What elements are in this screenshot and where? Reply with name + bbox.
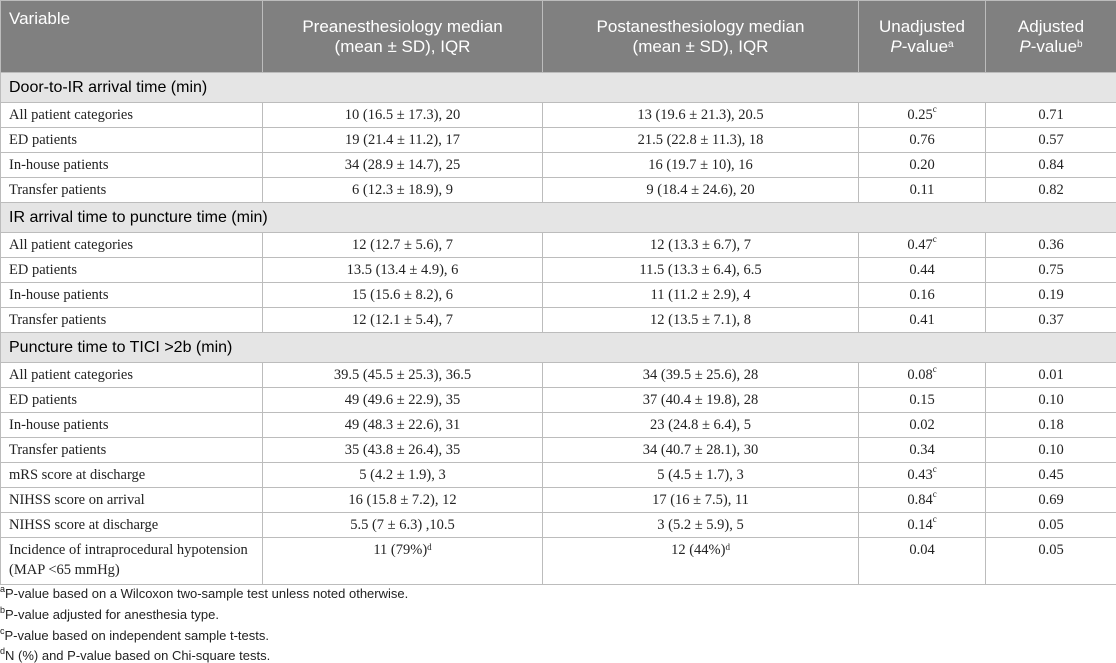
cell-variable: Transfer patients (1, 438, 263, 463)
unadjusted-p-value: 0.04 (909, 542, 935, 558)
table-row (1, 513, 1116, 538)
cell-variable: Incidence of intraprocedural hypotension (MAP <65 mmHg) (1, 538, 263, 585)
section-title: IR arrival time to puncture time (min) (1, 203, 1116, 233)
table-row (1, 538, 1116, 585)
unadjusted-p-value: 0.84 (907, 491, 933, 508)
unadjusted-p-value: 0.08 (907, 366, 933, 383)
cell-pre: 49 (49.6 ± 22.9), 35 (263, 388, 543, 413)
section-header-row (1, 73, 1116, 103)
pre-value: 5 (4.2 ± 1.9), 3 (359, 466, 446, 483)
cell-variable: mRS score at discharge (1, 463, 263, 488)
cell-adjusted-p: 0.18 (986, 413, 1116, 438)
header-pre-line2: (mean ± SD), IQR (334, 36, 471, 56)
table-row (1, 283, 1116, 308)
unadjusted-p-value: 0.47 (907, 236, 933, 253)
section-header-row (1, 203, 1116, 233)
cell-pre (263, 463, 543, 488)
table-row (1, 463, 1116, 488)
cell-pre (263, 488, 543, 513)
footnote-sup: a (0, 584, 6, 594)
cell-pre (263, 513, 543, 538)
cell-adjusted-p: 0.10 (986, 388, 1116, 413)
cell-unadjusted-p (859, 463, 986, 488)
footnote-marker: c (932, 463, 937, 474)
header-adj-line1: Adjusted (1017, 16, 1085, 36)
header-adj-sup: b (1077, 38, 1083, 50)
cell-variable: Transfer patients (1, 178, 263, 203)
pre-value: 16 (15.8 ± 7.2), 12 (348, 491, 457, 508)
cell-variable: NIHSS score at discharge (1, 513, 263, 538)
unadjusted-p-value: 0.15 (909, 391, 935, 408)
cell-adjusted-p: 0.84 (986, 153, 1116, 178)
cell-post: 21.5 (22.8 ± 11.3), 18 (543, 128, 859, 153)
cell-adjusted-p: 0.19 (986, 283, 1116, 308)
footnote-text: P-value based on a Wilcoxon two-sample test unless noted otherwise. (5, 586, 409, 601)
unadjusted-p-value: 0.25 (907, 106, 933, 123)
header-adjusted-p (986, 1, 1116, 73)
header-row (1, 1, 1116, 73)
cell-unadjusted-p (859, 233, 986, 258)
table-row (1, 488, 1116, 513)
header-pre-line1: Preanesthesiology median (302, 16, 503, 36)
unadjusted-p-value: 0.41 (909, 311, 935, 328)
cell-variable: Transfer patients (1, 308, 263, 333)
footnote-marker: c (932, 488, 937, 499)
cell-pre: 19 (21.4 ± 11.2), 17 (263, 128, 543, 153)
cell-unadjusted-p (859, 178, 986, 203)
footnote-text: P-value based on independent sample t-tests. (4, 628, 270, 643)
cell-post: 34 (40.7 ± 28.1), 30 (543, 438, 859, 463)
cell-adjusted-p: 0.71 (986, 103, 1116, 128)
cell-post: 13 (19.6 ± 21.3), 20.5 (543, 103, 859, 128)
footnote-marker: c (932, 233, 937, 244)
cell-post: 11 (11.2 ± 2.9), 4 (543, 283, 859, 308)
cell-pre: 39.5 (45.5 ± 25.3), 36.5 (263, 363, 543, 388)
footnote (0, 586, 408, 601)
cell-post: 9 (18.4 ± 24.6), 20 (543, 178, 859, 203)
cell-post: 16 (19.7 ± 10), 16 (543, 153, 859, 178)
unadjusted-p-value: 0.02 (909, 416, 935, 433)
cell-post: 12 (13.5 ± 7.1), 8 (543, 308, 859, 333)
unadjusted-p-value: 0.14 (907, 516, 933, 533)
footnote-marker: c (932, 103, 937, 114)
section-title: Door-to-IR arrival time (min) (1, 73, 1116, 103)
cell-unadjusted-p (859, 388, 986, 413)
cell-variable: All patient categories (1, 363, 263, 388)
cell-pre (263, 538, 543, 585)
footnote-marker: c (932, 513, 937, 524)
cell-unadjusted-p (859, 438, 986, 463)
cell-adjusted-p: 0.75 (986, 258, 1116, 283)
cell-post: 34 (39.5 ± 25.6), 28 (543, 363, 859, 388)
table-row (1, 128, 1116, 153)
cell-adjusted-p: 0.10 (986, 438, 1116, 463)
cell-unadjusted-p (859, 488, 986, 513)
table-row (1, 153, 1116, 178)
cell-adjusted-p: 0.05 (986, 538, 1116, 585)
cell-adjusted-p: 0.36 (986, 233, 1116, 258)
cell-pre: 12 (12.1 ± 5.4), 7 (263, 308, 543, 333)
post-value: 12 (44%) (671, 542, 726, 558)
cell-unadjusted-p (859, 103, 986, 128)
footnote-sup: b (0, 605, 6, 615)
header-unadj-rest: -value (901, 36, 949, 56)
unadjusted-p-value: 0.11 (909, 181, 935, 198)
footnote-sup: d (0, 646, 6, 656)
unadjusted-p-value: 0.16 (909, 286, 935, 303)
cell-post (543, 488, 859, 513)
header-adj-rest: -value (1030, 36, 1078, 56)
footnote-text: P-value adjusted for anesthesia type. (5, 607, 219, 622)
cell-variable: In-house patients (1, 153, 263, 178)
cell-pre: 34 (28.9 ± 14.7), 25 (263, 153, 543, 178)
section-title: Puncture time to TICI >2b (min) (1, 333, 1116, 363)
header-post-line2: (mean ± SD), IQR (632, 36, 769, 56)
cell-variable: NIHSS score on arrival (1, 488, 263, 513)
table-row (1, 178, 1116, 203)
footnote-marker: d (427, 542, 432, 552)
post-value: 5 (4.5 ± 1.7), 3 (657, 466, 744, 483)
cell-unadjusted-p (859, 258, 986, 283)
cell-unadjusted-p (859, 413, 986, 438)
table-row (1, 258, 1116, 283)
footnote (0, 607, 219, 622)
header-unadj-sup: a (948, 38, 954, 50)
cell-post: 23 (24.8 ± 6.4), 5 (543, 413, 859, 438)
cell-adjusted-p: 0.01 (986, 363, 1116, 388)
cell-adjusted-p: 0.82 (986, 178, 1116, 203)
cell-post (543, 513, 859, 538)
cell-unadjusted-p (859, 513, 986, 538)
cell-unadjusted-p (859, 128, 986, 153)
header-postanesthesiology (543, 1, 859, 73)
cell-adjusted-p: 0.05 (986, 513, 1116, 538)
cell-post (543, 463, 859, 488)
cell-post: 37 (40.4 ± 19.8), 28 (543, 388, 859, 413)
header-unadj-line1: Unadjusted (878, 16, 965, 36)
cell-unadjusted-p (859, 308, 986, 333)
footnote (0, 628, 269, 643)
table-body (1, 73, 1116, 585)
unadjusted-p-value: 0.76 (909, 131, 935, 148)
cell-variable: ED patients (1, 128, 263, 153)
cell-pre: 15 (15.6 ± 8.2), 6 (263, 283, 543, 308)
cell-variable: In-house patients (1, 413, 263, 438)
cell-pre: 12 (12.7 ± 5.6), 7 (263, 233, 543, 258)
cell-variable: In-house patients (1, 283, 263, 308)
cell-pre: 6 (12.3 ± 18.9), 9 (263, 178, 543, 203)
footnote-sup: c (0, 626, 5, 636)
post-value: 3 (5.2 ± 5.9), 5 (657, 516, 744, 533)
cell-pre: 49 (48.3 ± 22.6), 31 (263, 413, 543, 438)
cell-pre: 35 (43.8 ± 26.4), 35 (263, 438, 543, 463)
cell-variable: All patient categories (1, 233, 263, 258)
pre-value: 5.5 (7 ± 6.3) ,10.5 (350, 516, 455, 533)
post-value: 17 (16 ± 7.5), 11 (652, 491, 749, 508)
footnote-text: N (%) and P-value based on Chi-square tests. (5, 648, 271, 663)
unadjusted-p-value: 0.43 (907, 466, 933, 483)
cell-adjusted-p: 0.37 (986, 308, 1116, 333)
header-unadjusted-p (859, 1, 986, 73)
footnote (0, 648, 270, 663)
header-adj-p: P (1019, 36, 1031, 56)
pre-value: 11 (79%) (373, 542, 428, 558)
cell-post: 11.5 (13.3 ± 6.4), 6.5 (543, 258, 859, 283)
unadjusted-p-value: 0.34 (909, 441, 935, 458)
cell-adjusted-p: 0.45 (986, 463, 1116, 488)
header-variable: Variable (1, 1, 263, 73)
unadjusted-p-value: 0.20 (909, 156, 935, 173)
table-row (1, 233, 1116, 258)
table-row (1, 438, 1116, 463)
cell-variable: ED patients (1, 388, 263, 413)
cell-adjusted-p: 0.57 (986, 128, 1116, 153)
header-post-line1: Postanesthesiology median (596, 16, 805, 36)
header-preanesthesiology (263, 1, 543, 73)
table-row (1, 363, 1116, 388)
unadjusted-p-value: 0.44 (909, 261, 935, 278)
cell-post (543, 538, 859, 585)
cell-variable: ED patients (1, 258, 263, 283)
cell-unadjusted-p (859, 363, 986, 388)
section-header-row (1, 333, 1116, 363)
table-row (1, 103, 1116, 128)
footnote-marker: d (725, 542, 730, 552)
table-row (1, 388, 1116, 413)
cell-variable: All patient categories (1, 103, 263, 128)
footnote-marker: c (932, 363, 937, 374)
table-row (1, 308, 1116, 333)
cell-unadjusted-p (859, 283, 986, 308)
cell-post: 12 (13.3 ± 6.7), 7 (543, 233, 859, 258)
cell-adjusted-p: 0.69 (986, 488, 1116, 513)
cell-unadjusted-p (859, 538, 986, 585)
table-row (1, 413, 1116, 438)
cell-pre: 10 (16.5 ± 17.3), 20 (263, 103, 543, 128)
cell-pre: 13.5 (13.4 ± 4.9), 6 (263, 258, 543, 283)
cell-unadjusted-p (859, 153, 986, 178)
header-unadj-p: P (890, 36, 902, 56)
